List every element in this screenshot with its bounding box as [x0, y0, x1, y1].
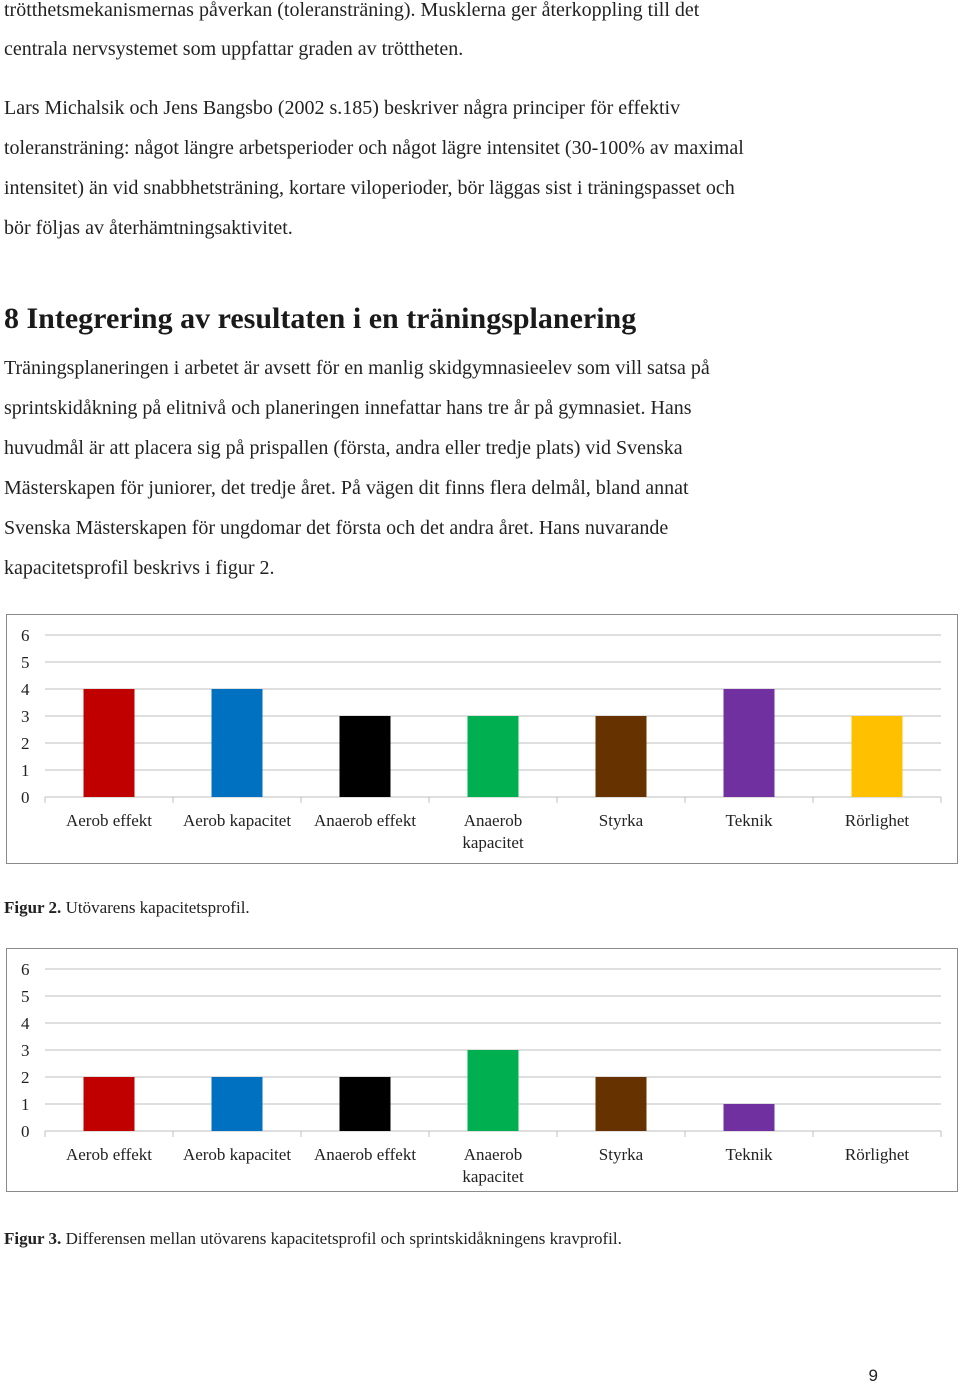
paragraph-line: sprintskidåkning på elitnivå och planeringen innefattar hans tre år på gymnasiet. Hans	[4, 397, 692, 419]
bar	[852, 716, 903, 797]
figure-2-caption-label: Figur 2.	[4, 898, 62, 917]
y-tick-label: 4	[21, 680, 30, 699]
figure-3-caption-text: Differensen mellan utövarens kapacitetsprofil och sprintskidåkningens kravprofil.	[61, 1229, 622, 1248]
x-category-label: Aerob effekt	[65, 811, 153, 830]
figure-2-caption-text: Utövarens kapacitetsprofil.	[61, 898, 250, 917]
figure-2-chart	[6, 614, 958, 864]
x-category-label: Aerob kapacitet	[182, 811, 292, 830]
bar	[724, 689, 775, 797]
paragraph-line: Svenska Mästerskapen för ungdomar det första och det andra året. Hans nuvarande	[4, 517, 669, 539]
bar	[84, 1077, 135, 1131]
figure-3-caption	[4, 1229, 622, 1249]
section-heading: 8 Integrering av resultaten i en träningsplanering	[4, 302, 637, 335]
x-category-label: kapacitet	[462, 833, 524, 852]
bar	[212, 689, 263, 797]
paragraph-line: bör följas av återhämtningsaktivitet.	[4, 217, 293, 239]
bar	[340, 1077, 391, 1131]
x-category-label: Teknik	[725, 1145, 773, 1164]
y-tick-label: 0	[21, 788, 30, 807]
y-tick-label: 5	[21, 653, 30, 672]
paragraph-line: centrala nervsystemet som uppfattar graden av tröttheten.	[4, 38, 464, 60]
figure-3-caption-label: Figur 3.	[4, 1229, 62, 1248]
x-category-label: kapacitet	[462, 1167, 524, 1186]
bar	[596, 716, 647, 797]
y-tick-label: 1	[21, 761, 30, 780]
x-category-label: Teknik	[725, 811, 773, 830]
y-tick-label: 6	[21, 960, 30, 979]
bar	[596, 1077, 647, 1131]
paragraph-line: Lars Michalsik och Jens Bangsbo (2002 s.185) beskriver några principer för effektiv	[4, 97, 681, 119]
y-tick-label: 3	[21, 707, 30, 726]
y-tick-label: 2	[21, 1068, 30, 1087]
x-category-label: Anaerob effekt	[313, 1145, 417, 1164]
bar	[468, 716, 519, 797]
paragraph-line: intensitet) än vid snabbhetsträning, kortare viloperioder, bör läggas sist i träningspasset och	[4, 177, 735, 199]
y-tick-label: 5	[21, 987, 30, 1006]
figure-2-chart-svg	[7, 615, 959, 865]
x-category-label: Rörlighet	[844, 1145, 910, 1164]
y-tick-label: 2	[21, 734, 30, 753]
x-category-label: Anaerob	[463, 811, 523, 830]
x-category-label: Styrka	[598, 811, 644, 830]
x-category-label: Anaerob effekt	[313, 811, 417, 830]
x-category-label: Aerob kapacitet	[182, 1145, 292, 1164]
paragraph-line: Mästerskapen för juniorer, det tredje året. På vägen dit finns flera delmål, bland annat	[4, 477, 689, 499]
y-tick-label: 0	[21, 1122, 30, 1141]
paragraph-line: trötthetsmekanismernas påverkan (toleransträning). Musklerna ger återkoppling till det	[4, 0, 700, 21]
x-category-label: Styrka	[598, 1145, 644, 1164]
bar	[724, 1104, 775, 1131]
y-tick-label: 4	[21, 1014, 30, 1033]
bar	[212, 1077, 263, 1131]
figure-2-caption	[4, 898, 250, 918]
paragraph-line: kapacitetsprofil beskrivs i figur 2.	[4, 557, 275, 579]
bar	[84, 689, 135, 797]
y-tick-label: 1	[21, 1095, 30, 1114]
paragraph-line: toleransträning: något längre arbetsperioder och något lägre intensitet (30-100% av maximal	[4, 137, 744, 159]
x-category-label: Aerob effekt	[65, 1145, 153, 1164]
x-category-label: Anaerob	[463, 1145, 523, 1164]
paragraph-line: huvudmål är att placera sig på prispallen (första, andra eller tredje plats) vid Svenska	[4, 437, 683, 459]
bar	[340, 716, 391, 797]
y-tick-label: 6	[21, 626, 30, 645]
figure-3-chart-svg	[7, 949, 959, 1193]
page-number: 9	[868, 1366, 878, 1385]
paragraph-line: Träningsplaneringen i arbetet är avsett för en manlig skidgymnasieelev som vill satsa på	[4, 357, 710, 379]
figure-3-chart	[6, 948, 958, 1192]
x-category-label: Rörlighet	[844, 811, 910, 830]
y-tick-label: 3	[21, 1041, 30, 1060]
bar	[468, 1050, 519, 1131]
